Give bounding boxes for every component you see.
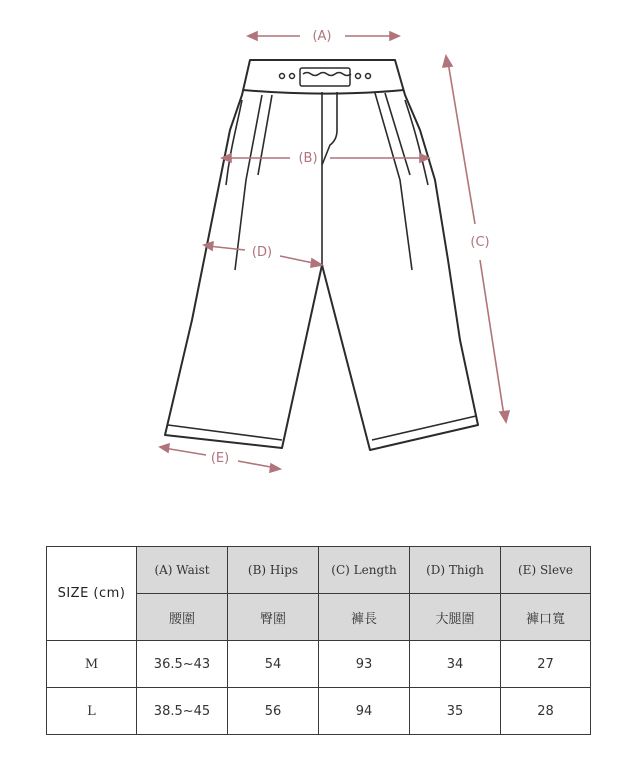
size-header: SIZE (cm) [47,547,137,641]
column-subheader-waist: 腰圍 [137,594,228,641]
table-cell: 54 [228,641,319,688]
column-subheader-thigh: 大腿圍 [410,594,501,641]
waistband-details [280,68,371,86]
table-cell: 34 [410,641,501,688]
size-label-m: M [47,641,137,688]
table-cell: 28 [501,688,591,735]
table-cell: 36.5~43 [137,641,228,688]
dimension-lines [160,32,509,472]
column-header-waist: (A) Waist [137,547,228,594]
column-subheader-hips: 臀圍 [228,594,319,641]
table-cell: 94 [319,688,410,735]
column-header-sleve: (E) Sleve [501,547,591,594]
column-subheader-sleve: 褲口寬 [501,594,591,641]
label-e: (E) [210,451,230,466]
label-a: (A) [312,29,332,44]
column-subheader-length: 褲長 [319,594,410,641]
table-cell: 27 [501,641,591,688]
pants-outline [165,60,478,450]
dimension-labels [211,29,490,466]
table-row-m [47,641,591,688]
size-chart-table [46,546,591,735]
label-d: (D) [251,245,273,260]
table-cell: 56 [228,688,319,735]
table-cell: 38.5~45 [137,688,228,735]
table-cell: 93 [319,641,410,688]
label-b: (B) [298,151,318,166]
column-header-length: (C) Length [319,547,410,594]
table-cell: 35 [410,688,501,735]
column-header-hips: (B) Hips [228,547,319,594]
table-row-l [47,688,591,735]
header-row [47,547,591,594]
label-c: (C) [470,235,490,250]
size-label-l: L [47,688,137,735]
column-header-thigh: (D) Thigh [410,547,501,594]
